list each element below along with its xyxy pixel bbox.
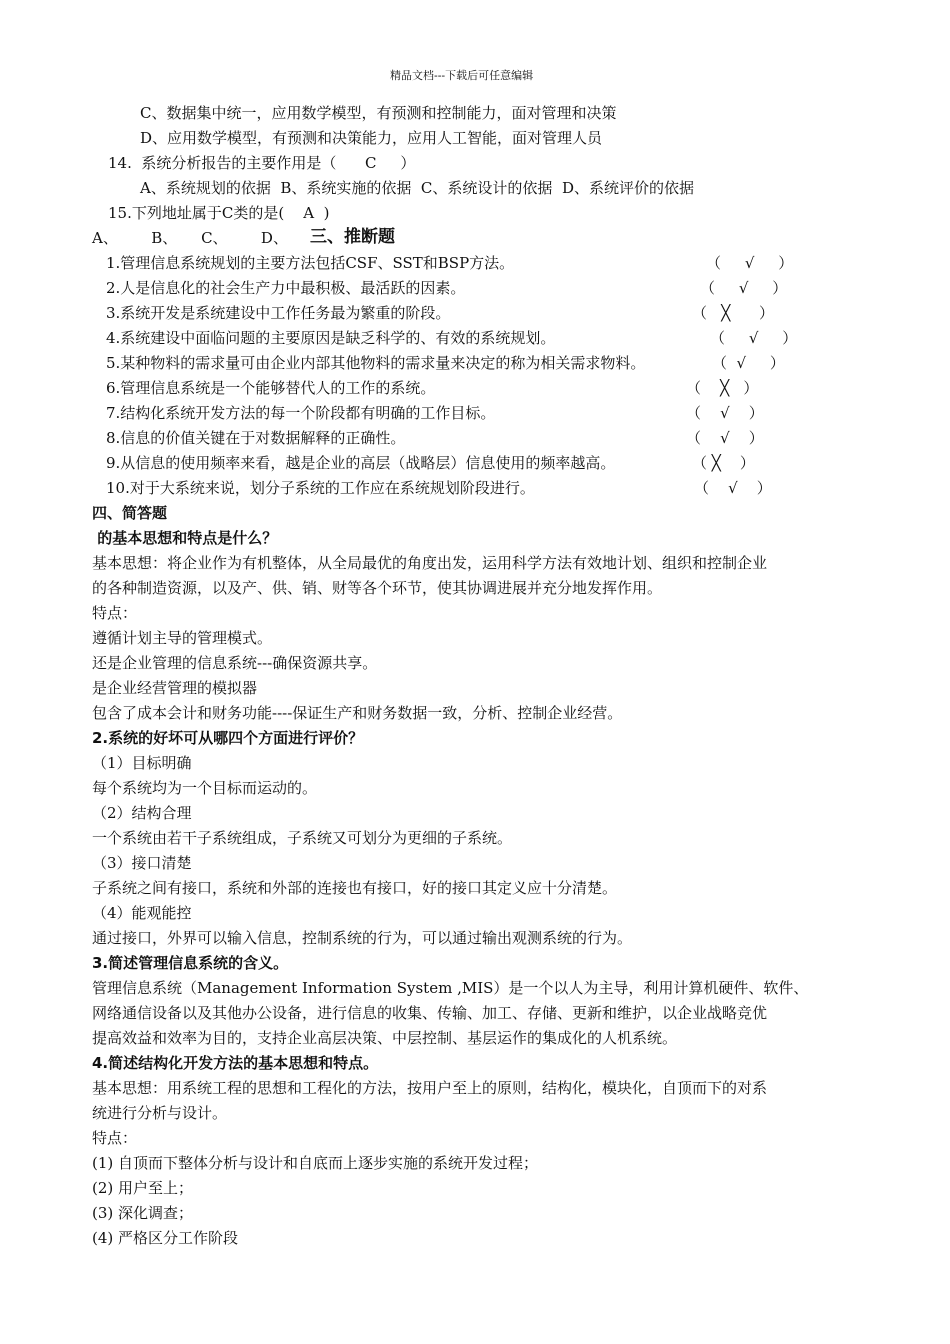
question-heading: 4.简述结构化开发方法的基本思想和特点。 — [92, 1054, 379, 1072]
judge-item: 3.系统开发是系统建设中工作任务最为繁重的阶段。 — [106, 304, 451, 322]
answer-line: 特点： — [92, 604, 138, 622]
answer-line: （4）能观能控 — [92, 904, 192, 922]
answer-line: 网络通信设备以及其他办公设备，进行信息的收集、传输、加工、存储、更新和维护，以企业战略竞优 — [92, 1004, 768, 1022]
answer-line: 的各种制造资源，以及产、供、销、财等各个环节，使其协调进展并充分地发挥作用。 — [92, 579, 663, 597]
option-d: D、应用数学模型，有预测和决策能力，应用人工智能，面对管理人员 — [140, 129, 603, 147]
judge-mark: （ ╳ ） — [686, 379, 759, 397]
answer-line: 还是企业管理的信息系统---确保资源共享。 — [92, 654, 378, 672]
judge-item: 10.对于大系统来说，划分子系统的工作应在系统规划阶段进行。 — [106, 479, 535, 497]
judge-item: 1.管理信息系统规划的主要方法包括CSF、SST和BSP方法。 — [106, 254, 515, 272]
judge-mark: （ √ ） — [686, 404, 764, 422]
question-14: 14. 系统分析报告的主要作用是（ C ） — [108, 154, 416, 172]
answer-line: 基本思想：将企业作为有机整体，从全局最优的角度出发，运用科学方法有效地计划、组织和控制企业 — [92, 554, 768, 572]
answer-line: 子系统之间有接口，系统和外部的连接也有接口，好的接口其定义应十分清楚。 — [92, 879, 618, 897]
judge-item: 7.结构化系统开发方法的每一个阶段都有明确的工作目标。 — [106, 404, 496, 422]
answer-line: 通过接口，外界可以输入信息，控制系统的行为，可以通过输出观测系统的行为。 — [92, 929, 633, 947]
page-header: 精品文档---下载后可任意编辑 — [390, 69, 534, 82]
judge-item: 6.管理信息系统是一个能够替代人的工作的系统。 — [106, 379, 436, 397]
section-3-heading: 三、推断题 — [310, 227, 395, 247]
answer-line: （2）结构合理 — [92, 804, 192, 822]
judge-mark: （ √ ） — [686, 429, 764, 447]
answer-line: 基本思想：用系统工程的思想和工程化的方法，按用户至上的原则，结构化，模块化，自顶而下的对系 — [92, 1079, 768, 1097]
judge-mark: （ √ ） — [710, 329, 798, 347]
judge-item: 8.信息的价值关键在于对数据解释的正确性。 — [106, 429, 406, 447]
answer-line: (3) 深化调查； — [92, 1204, 194, 1222]
answer-line: (1) 自顶而下整体分析与设计和自底而上逐步实施的系统开发过程； — [92, 1154, 539, 1172]
judge-mark: （ √ ） — [700, 279, 788, 297]
judge-mark: （ √ ） — [706, 254, 794, 272]
judge-item: 4.系统建设中面临问题的主要原因是缺乏科学的、有效的系统规划。 — [106, 329, 556, 347]
answer-line: 每个系统均为一个目标而运动的。 — [92, 779, 318, 797]
question-heading: 2.系统的好坏可从哪四个方面进行评价？ — [92, 729, 364, 747]
answer-line: 统进行分析与设计。 — [92, 1104, 228, 1122]
judge-mark: （ √ ） — [694, 479, 772, 497]
answer-line: 是企业经营管理的模拟器 — [92, 679, 258, 697]
question-heading: 3.简述管理信息系统的含义。 — [92, 954, 289, 972]
answer-line: 特点： — [92, 1129, 138, 1147]
option-c: C、数据集中统一，应用数学模型，有预测和控制能力，面对管理和决策 — [140, 104, 617, 122]
judge-mark: （ ╳ ） — [692, 304, 774, 322]
answer-line: 一个系统由若干子系统组成，子系统又可划分为更细的子系统。 — [92, 829, 513, 847]
section-4-heading: 四、简答题 — [92, 504, 168, 522]
judge-mark: （ ╳ ） — [692, 454, 755, 472]
judge-mark: （ √ ） — [712, 354, 785, 372]
answer-line: 提高效益和效率为目的，支持企业高层决策、中层控制、基层运作的集成化的人机系统。 — [92, 1029, 678, 1047]
answer-line: 包含了成本会计和财务功能----保证生产和财务数据一致，分析、控制企业经营。 — [92, 704, 623, 722]
judge-item: 2.人是信息化的社会生产力中最积极、最活跃的因素。 — [106, 279, 466, 297]
question-15: 15.下列地址属于C类的是( A ) — [108, 204, 330, 222]
answer-line: (2) 用户至上； — [92, 1179, 194, 1197]
answer-line: (4) 严格区分工作阶段 — [92, 1229, 239, 1247]
question-14-options: A、系统规划的依据 B、系统实施的依据 C、系统设计的依据 D、系统评价的依据 — [140, 179, 694, 197]
answer-line: 遵循计划主导的管理模式。 — [92, 629, 273, 647]
answer-line: 管理信息系统（Management Information System ,MIS）是一个以人为主导，利用计算机硬件、软件、 — [92, 979, 809, 997]
question-15-options: A、 B、 C、 D、 — [92, 229, 288, 247]
judge-item: 5.某种物料的需求量可由企业内部其他物料的需求量来决定的称为相关需求物料。 — [106, 354, 646, 372]
question-heading: 的基本思想和特点是什么？ — [92, 529, 278, 547]
answer-line: （3）接口清楚 — [92, 854, 192, 872]
answer-line: （1）目标明确 — [92, 754, 192, 772]
judge-item: 9.从信息的使用频率来看，越是企业的高层（战略层）信息使用的频率越高。 — [106, 454, 616, 472]
